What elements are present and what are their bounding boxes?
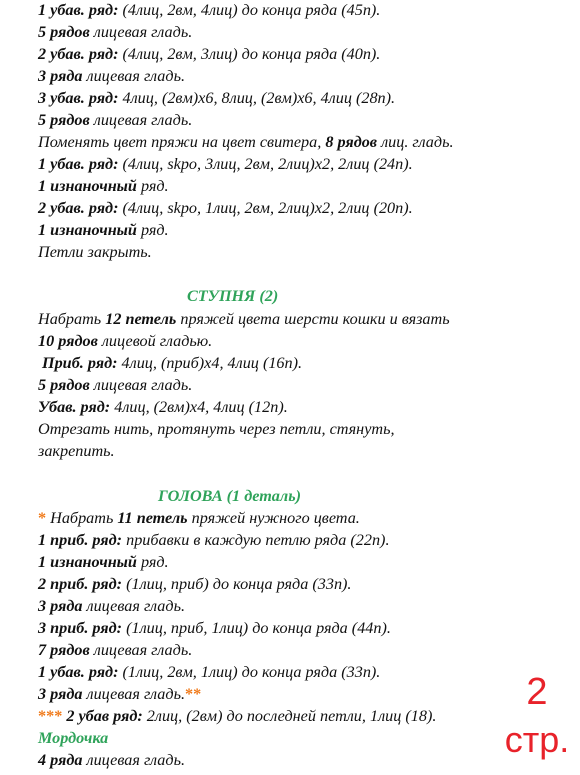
- section-heading-head: ГОЛОВА (1 деталь): [158, 487, 301, 505]
- row-instruction: пряжей нужного цвета.: [187, 509, 360, 527]
- row-instruction: пряжей цвета шерсти кошки и вязать: [176, 310, 450, 328]
- row-label: 2 убав ряд:: [62, 707, 143, 725]
- row-label: 5 рядов: [38, 111, 90, 129]
- text-line: [38, 176, 169, 197]
- row-instruction: ряд.: [136, 553, 169, 571]
- row-label: 11 петель: [117, 509, 188, 527]
- text-line: [38, 640, 192, 661]
- text-line: [38, 309, 450, 330]
- page-number: 2: [526, 671, 548, 713]
- text-line: [38, 706, 436, 727]
- row-instruction: (4лиц, skpo, 3лиц, 2вм, 2лиц)х2, 2лиц (24п).: [118, 155, 413, 173]
- row-instruction: (4лиц, 2вм, 4лиц) до конца ряда (45п).: [118, 1, 381, 19]
- section-heading-muzzle: Мордочка: [38, 729, 109, 747]
- row-instruction: Набрать: [46, 509, 118, 527]
- row-label: Приб. ряд:: [42, 354, 118, 372]
- page-number-label: стр.: [504, 719, 570, 760]
- row-label: 5 рядов: [38, 376, 90, 394]
- row-instruction: лицевая гладь.: [89, 376, 193, 394]
- asterisk-mark: ***: [38, 707, 63, 725]
- row-instruction: (1лиц, 2вм, 1лиц) до конца ряда (33п).: [118, 663, 381, 681]
- row-instruction: 2лиц, (2вм) до последней петли, 1лиц (18).: [142, 707, 437, 725]
- text-line: [38, 242, 152, 263]
- row-label: 2 убав. ряд:: [38, 199, 119, 217]
- text-line: [38, 66, 185, 87]
- row-instruction: лицевая гладь.: [82, 751, 186, 769]
- row-instruction: лиц. гладь.: [377, 133, 454, 151]
- row-label: 3 убав. ряд:: [38, 89, 119, 107]
- row-label: 3 ряда: [38, 67, 83, 85]
- row-label: 1 приб. ряд:: [38, 531, 123, 549]
- row-instruction: 4лиц, (приб)х4, 4лиц (16п).: [117, 354, 303, 372]
- row-instruction: лицевой гладью.: [97, 332, 213, 350]
- text-line: [38, 375, 192, 396]
- text-line: [38, 220, 169, 241]
- row-instruction: Отрезать нить, протянуть через петли, стянуть,: [38, 420, 395, 438]
- row-instruction: (1лиц, приб, 1лиц) до конца ряда (44п).: [122, 619, 391, 637]
- row-label: 10 рядов: [38, 332, 98, 350]
- asterisk-mark: **: [185, 685, 202, 703]
- row-instruction: (1лиц, приб) до конца ряда (33п).: [122, 575, 352, 593]
- text-line: [38, 44, 380, 65]
- row-instruction: прибавки в каждую петлю ряда (22п).: [122, 531, 390, 549]
- text-line: [38, 22, 192, 43]
- row-label: 2 приб. ряд:: [38, 575, 123, 593]
- text-line: [38, 154, 413, 175]
- row-label: 1 изнаночный: [38, 221, 137, 239]
- row-instruction: 4лиц, (2вм)х6, 8лиц, (2вм)х6, 4лиц (28п).: [118, 89, 396, 107]
- row-label: 12 петель: [105, 310, 177, 328]
- row-instruction: 4лиц, (2вм)х4, 4лиц (12п).: [110, 398, 288, 416]
- text-line: [38, 530, 390, 551]
- row-label: 5 рядов: [38, 23, 90, 41]
- row-label: 1 убав. ряд:: [38, 155, 119, 173]
- row-label: 2 убав. ряд:: [38, 45, 119, 63]
- row-instruction: лицевая гладь.: [82, 685, 186, 703]
- row-instruction: Поменять цвет пряжи на цвет свитера,: [38, 133, 326, 151]
- row-instruction: ряд.: [136, 177, 169, 195]
- row-instruction: Петли закрыть.: [38, 243, 152, 261]
- row-label: 7 рядов: [38, 641, 90, 659]
- asterisk-mark: *: [38, 509, 47, 527]
- row-label: 1 изнаночный: [38, 177, 137, 195]
- row-instruction: ряд.: [136, 221, 169, 239]
- text-line: [38, 662, 380, 683]
- row-label: 4 ряда: [38, 751, 83, 769]
- row-instruction: лицевая гладь.: [89, 111, 193, 129]
- text-line: [38, 110, 192, 131]
- row-instruction: лицевая гладь.: [89, 23, 193, 41]
- text-line: [38, 132, 454, 153]
- row-instruction: (4лиц, 2вм, 3лиц) до конца ряда (40п).: [118, 45, 381, 63]
- row-instruction: (4лиц, skpo, 1лиц, 2вм, 2лиц)х2, 2лиц (20п).: [118, 199, 413, 217]
- row-instruction: лицевая гладь.: [82, 597, 186, 615]
- text-line: [38, 596, 185, 617]
- section-heading-foot: СТУПНЯ (2): [187, 287, 279, 305]
- row-instruction: Набрать: [38, 310, 106, 328]
- row-label: 8 рядов: [325, 133, 378, 151]
- text-line: [38, 441, 115, 462]
- row-label: Убав. ряд:: [38, 398, 111, 416]
- row-label: 1 изнаночный: [38, 553, 137, 571]
- text-line: [38, 0, 380, 21]
- text-line: [38, 574, 351, 595]
- text-line: [38, 331, 212, 352]
- row-label: 3 ряда: [38, 597, 83, 615]
- text-line: [42, 353, 302, 374]
- row-label: 3 ряда: [38, 685, 83, 703]
- text-line: [38, 419, 395, 440]
- text-line: [38, 88, 395, 109]
- row-label: 1 убав. ряд:: [38, 663, 119, 681]
- text-line: [38, 618, 391, 639]
- text-line: [38, 750, 185, 771]
- text-line: [38, 198, 413, 219]
- row-instruction: лицевая гладь.: [82, 67, 186, 85]
- row-instruction: закрепить.: [38, 442, 115, 460]
- text-line: [38, 684, 201, 705]
- row-instruction: лицевая гладь.: [89, 641, 193, 659]
- text-line: [38, 552, 169, 573]
- text-line: [38, 508, 360, 529]
- row-label: 3 приб. ряд:: [38, 619, 123, 637]
- text-line: [38, 397, 288, 418]
- row-label: 1 убав. ряд:: [38, 1, 119, 19]
